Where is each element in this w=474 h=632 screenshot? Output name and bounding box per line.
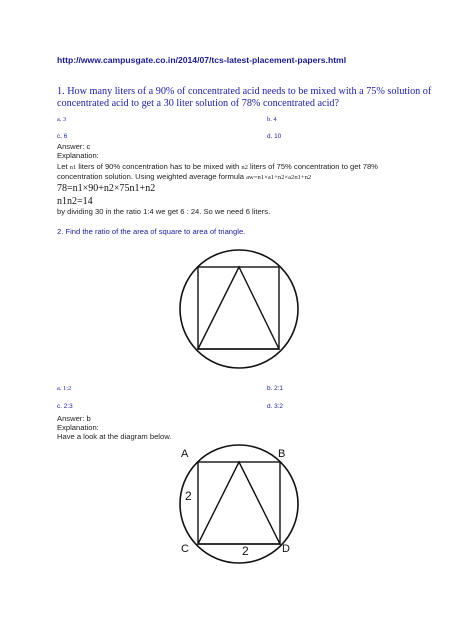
q2-labeled-diagram [176,436,304,568]
q2-option-d: d. 3:2 [267,403,283,410]
vertex-label-a: A [181,448,189,460]
q1-equation-2: n1n2=14 [57,196,93,207]
q2-option-b: b. 2:1 [267,385,283,392]
inscribed-square [198,267,279,349]
q1-option-b: b. 4 [267,116,277,123]
q1-option-a: a. 3 [57,116,67,123]
q1-explanation-line5: by dividing 30 in the ratio 1:4 we get 6 : 24. So we need 6 liters. [57,207,271,216]
q1-explanation-line2: concentration solution. Using weighted average formula aw=n1×a1+n2×a2n1+n2 [57,172,312,181]
q2-explanation-text: Have a look at the diagram below. [57,432,172,441]
side-length-bottom: 2 [242,544,249,558]
source-url: http://www.campusgate.co.in/2014/07/tcs-latest-placement-papers.html [57,55,347,65]
labeled-triangle [198,462,280,544]
q1-answer: Answer: c [57,142,91,151]
q1-question-line2: concentrated acid to get a 30 liter solution of 78% concentrated acid? [57,97,340,109]
q2-option-c: c. 2:3 [57,403,73,410]
q1-question-line1: 1. How many liters of a 90% of concentrated acid needs to be mixed with a 75% solution of [57,86,432,97]
q2-answer: Answer: b [57,414,91,423]
labeled-square [198,462,280,544]
q1-equation-1: 78=n1×90+n2×75n1+n2 [57,183,156,194]
q2-figure-circle-square-triangle [178,246,300,372]
q2-explanation-label: Explanation: [57,423,99,432]
q1-explanation-label: Explanation: [57,151,99,160]
vertex-label-c: C [181,543,189,555]
weighted-average-formula: aw=n1×a1+n2×a2n1+n2 [246,174,312,181]
q2-option-a: a. 1:2 [57,385,72,392]
vertex-label-b: B [278,448,286,460]
inscribed-triangle [198,267,279,349]
q1-question [57,86,431,109]
q1-option-d: d. 10 [267,133,282,140]
q1-explanation-line1: Let n1 liters of 90% concentration has to be mixed with n2 liters of 75% concentration to get 78% [57,162,378,171]
side-length-left: 2 [185,489,192,503]
vertex-label-d: D [282,543,290,555]
q2-question: 2. Find the ratio of the area of square to area of triangle. [57,227,246,236]
q1-option-c: c. 6 [57,133,68,140]
